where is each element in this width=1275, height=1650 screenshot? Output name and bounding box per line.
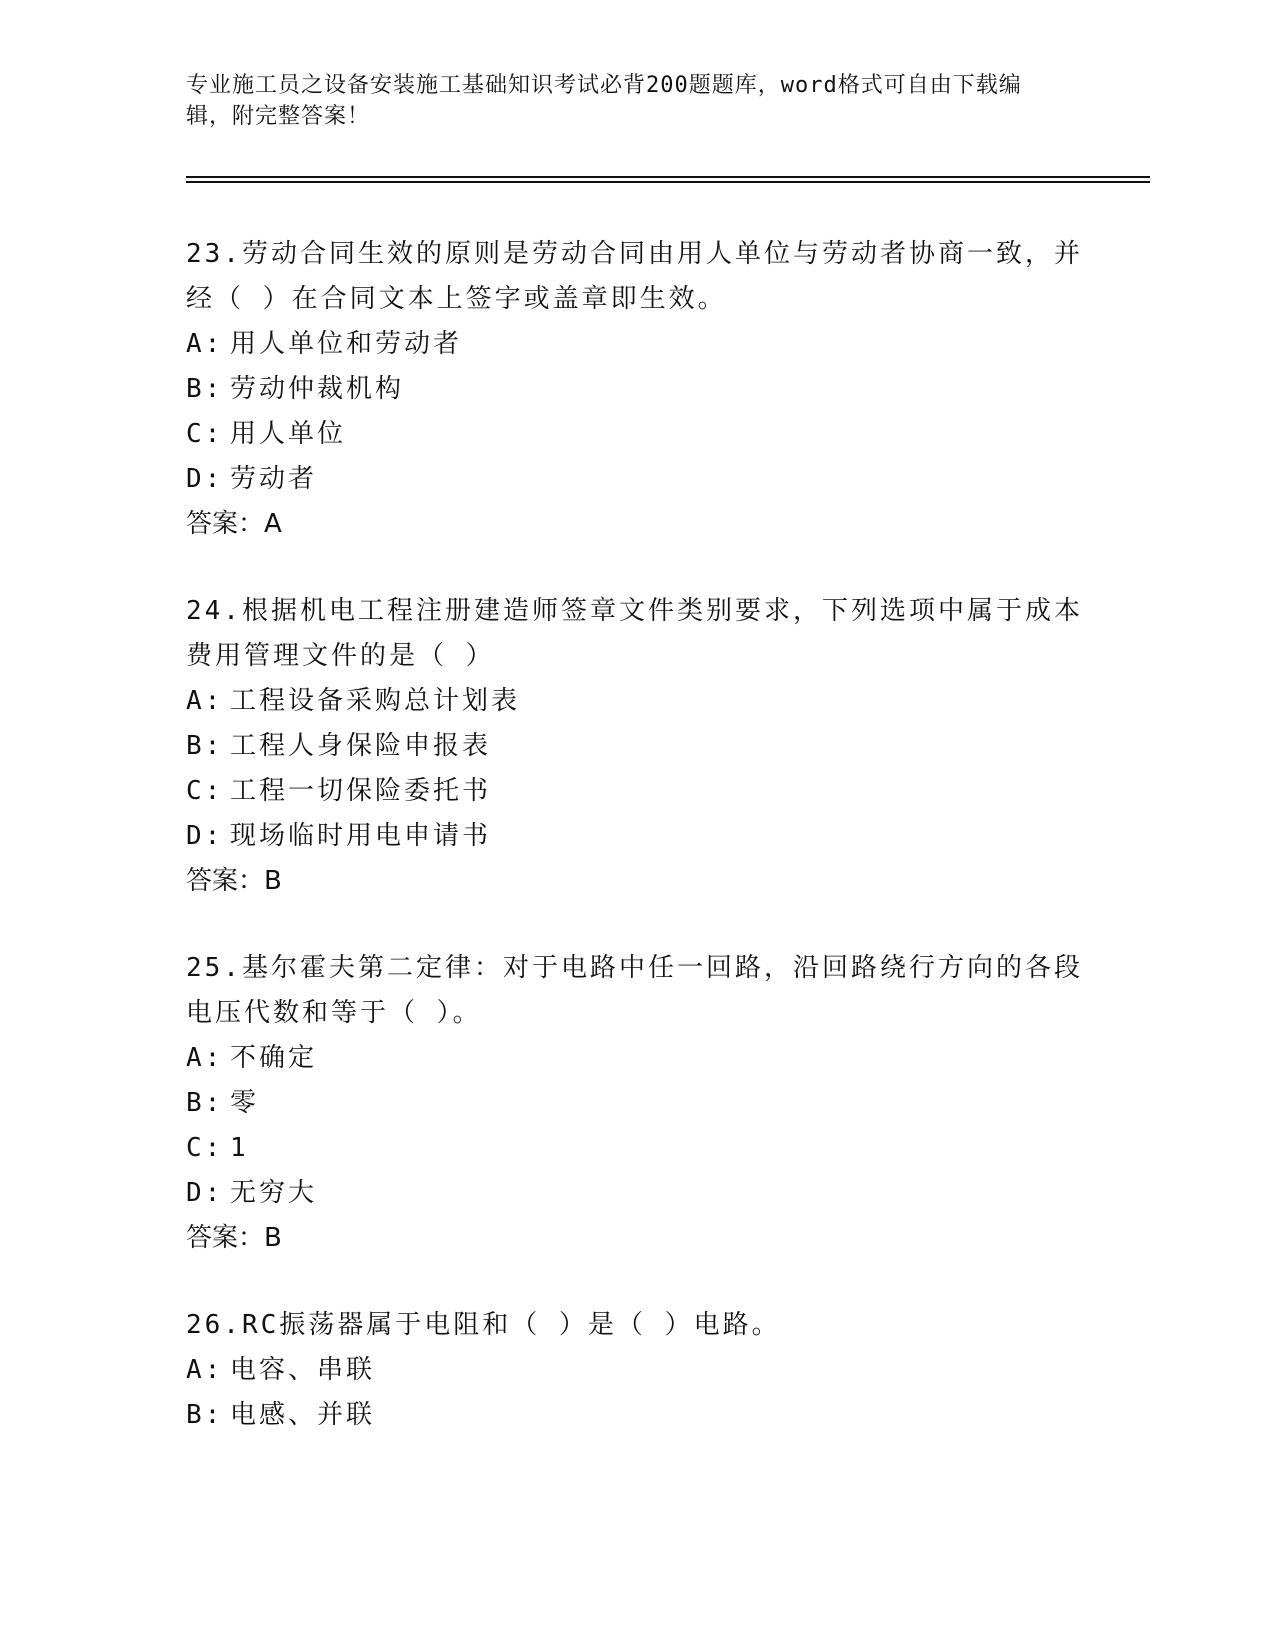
option-a xyxy=(186,1036,1086,1081)
question-stem: 23.劳动合同生效的原则是劳动合同由用人单位与劳动者协商一致，并经（ ）在合同文本上签字或盖章即生效。 xyxy=(186,239,1083,314)
option-letter: B: xyxy=(186,374,224,404)
option-b xyxy=(186,1081,1086,1126)
option-text: 用人单位 xyxy=(230,419,347,449)
answer-line: 答案：B xyxy=(186,866,282,896)
option-letter: D: xyxy=(186,464,224,494)
question-25 xyxy=(186,946,1086,1261)
option-text: 现场临时用电申请书 xyxy=(230,821,492,851)
option-text: 工程人身保险申报表 xyxy=(230,731,492,761)
option-text: 1 xyxy=(230,1133,249,1163)
answer-line: 答案：A xyxy=(186,509,282,539)
question-list xyxy=(186,232,1086,1480)
option-b xyxy=(186,1393,1086,1438)
option-d xyxy=(186,457,1086,502)
option-d xyxy=(186,814,1086,859)
option-letter: D: xyxy=(186,821,224,851)
question-26 xyxy=(186,1303,1086,1438)
option-letter: A: xyxy=(186,1355,224,1385)
option-text: 无穷大 xyxy=(230,1178,318,1208)
document-header: 专业施工员之设备安装施工基础知识考试必背200题题库，word格式可自由下载编辑，附完整答案！ xyxy=(186,73,1022,129)
answer-line: 答案：B xyxy=(186,1223,282,1253)
question-24 xyxy=(186,589,1086,904)
question-stem: 24.根据机电工程注册建造师签章文件类别要求，下列选项中属于成本费用管理文件的是（ ） xyxy=(186,596,1083,671)
option-letter: B: xyxy=(186,1400,224,1430)
header-divider-bottom xyxy=(186,181,1150,183)
option-letter: A: xyxy=(186,1043,224,1073)
option-b xyxy=(186,367,1086,412)
option-c xyxy=(186,1126,1086,1171)
option-text: 电感、并联 xyxy=(230,1400,376,1430)
option-text: 零 xyxy=(230,1088,260,1118)
option-b xyxy=(186,724,1086,769)
option-d xyxy=(186,1171,1086,1216)
header-divider-top xyxy=(186,176,1150,178)
option-letter: B: xyxy=(186,731,224,761)
option-c xyxy=(186,412,1086,457)
question-stem: 25.基尔霍夫第二定律：对于电路中任一回路，沿回路绕行方向的各段电压代数和等于（ ）。 xyxy=(186,953,1083,1028)
option-text: 劳动者 xyxy=(230,464,318,494)
option-text: 劳动仲裁机构 xyxy=(230,374,405,404)
option-letter: A: xyxy=(186,329,224,359)
option-text: 工程设备采购总计划表 xyxy=(230,686,521,716)
option-c xyxy=(186,769,1086,814)
option-letter: D: xyxy=(186,1178,224,1208)
option-letter: C: xyxy=(186,1133,224,1163)
option-text: 不确定 xyxy=(230,1043,318,1073)
option-letter: A: xyxy=(186,686,224,716)
option-letter: C: xyxy=(186,776,224,806)
option-text: 工程一切保险委托书 xyxy=(230,776,492,806)
option-a xyxy=(186,679,1086,724)
option-letter: C: xyxy=(186,419,224,449)
option-text: 用人单位和劳动者 xyxy=(230,329,463,359)
question-stem: 26.RC振荡器属于电阻和（ ）是（ ）电路。 xyxy=(186,1310,781,1340)
option-letter: B: xyxy=(186,1088,224,1118)
option-a xyxy=(186,1348,1086,1393)
option-a xyxy=(186,322,1086,367)
option-text: 电容、串联 xyxy=(230,1355,376,1385)
question-23 xyxy=(186,232,1086,547)
